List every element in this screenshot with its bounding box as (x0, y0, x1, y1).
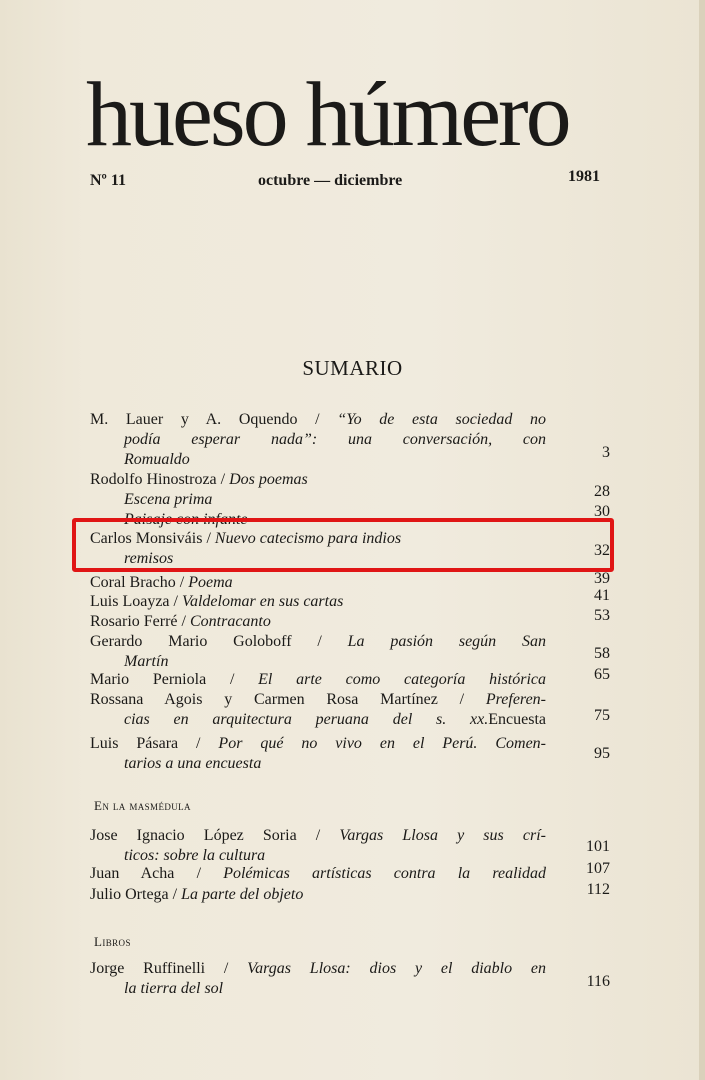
entry-page: 39 (594, 570, 610, 587)
entry-page: 65 (594, 666, 610, 683)
entry-title-cont: ticos: sobre la cultura (124, 847, 266, 864)
entry-page: 28 (594, 483, 610, 500)
toc-entry[interactable]: Jose Ignacio López Soria / Vargas Llosa y sus crí- ticos: sobre la cultura (90, 827, 546, 864)
entry-page: 107 (586, 860, 610, 877)
toc-entry[interactable]: Luis Loayza / Valdelomar en sus cartas (90, 593, 344, 610)
toc-entry-highlighted[interactable]: Carlos Monsiváis / Nuevo catecismo para indios remisos (90, 530, 402, 567)
toc-entry[interactable]: Rosario Ferré / Contracanto (90, 613, 271, 630)
issue-period: octubre — diciembre (258, 172, 403, 189)
entry-title: Por qué no vivo en el Perú. Comen- (218, 735, 547, 752)
contents-heading: SUMARIO (302, 356, 403, 380)
entry-page: 112 (586, 881, 610, 898)
entry-title-cont: remisos (124, 550, 174, 567)
entry-title-cont: la tierra del sol (124, 980, 224, 997)
magazine-title: hueso húmero (86, 63, 569, 165)
issue-year: 1981 (568, 168, 600, 185)
entry-page: 116 (586, 973, 610, 990)
entry-author: Carlos Monsiváis (90, 530, 203, 547)
toc-entry[interactable]: Gerardo Mario Goloboff / La pasión según San Martín (90, 633, 546, 670)
entry-author: M. Lauer y A. Oquendo (90, 411, 298, 428)
section-heading: En la masmédula (94, 798, 191, 813)
entry-page: 95 (594, 745, 610, 762)
entry-title: La parte del objeto (181, 886, 304, 903)
entry-suffix: Encuesta (488, 711, 546, 728)
highlight-box (72, 518, 614, 572)
entry-author: Jose Ignacio López Soria (90, 827, 297, 844)
section-heading: Libros (94, 934, 131, 949)
entry-title: Contracanto (189, 613, 271, 630)
toc-entry[interactable]: Rossana Agois y Carmen Rosa Martínez / Preferen- cias en arquitectura peruana del s. xx.Encuesta (90, 691, 546, 728)
entry-page: 30 (594, 503, 610, 520)
entry-subtitle: Paisaje con infante (124, 511, 248, 528)
entry-page: 3 (602, 444, 610, 461)
entry-author: Luis Loayza (90, 593, 170, 610)
entry-author: Mario Perniola (90, 671, 207, 688)
entry-page: 101 (586, 838, 610, 855)
toc-entry[interactable]: Rodolfo Hinostroza / Dos poemas Escena prima Paisaje con infante (90, 471, 308, 528)
entry-author: Gerardo Mario Goloboff (90, 633, 292, 650)
entry-title-cont: tarios a una encuesta (124, 755, 262, 772)
entry-author: Luis Pásara (90, 735, 179, 752)
toc-entry[interactable]: Jorge Ruffinelli / Vargas Llosa: dios y el diablo en la tierra del sol (90, 960, 546, 997)
entry-title: Valdelomar en sus cartas (181, 593, 344, 610)
entry-title: Poema (188, 574, 233, 591)
entry-author: Rossana Agois y Carmen Rosa Martínez (90, 691, 438, 708)
entry-author: Jorge Ruffinelli (90, 960, 206, 977)
entry-author: Julio Ortega (90, 886, 169, 903)
entry-title-cont: Romualdo (124, 451, 190, 468)
entry-title: Preferen- (485, 691, 546, 708)
entry-author: Rosario Ferré (90, 613, 178, 630)
entry-title: Nuevo catecismo para indios (214, 530, 402, 547)
entry-author: Juan Acha (90, 865, 175, 882)
entry-title-cont: cias en arquitectura peruana del s. xx. (124, 711, 489, 728)
entry-author: Coral Bracho (90, 574, 176, 591)
toc-entry[interactable]: Mario Perniola / El arte como categoría histórica (90, 671, 547, 688)
entry-author: Rodolfo Hinostroza (90, 471, 217, 488)
entry-page: 53 (594, 607, 610, 624)
entry-title: Dos poemas (229, 471, 308, 488)
entry-page: 58 (594, 645, 610, 662)
toc-entry[interactable]: M. Lauer y A. Oquendo / “Yo de esta sociedad no podía esperar nada”: una conversación, con Romualdo (90, 411, 547, 468)
entry-title: Vargas Llosa: dios y el diablo en (247, 960, 546, 977)
toc-entry[interactable]: Juan Acha / Polémicas artísticas contra la realidad (90, 865, 546, 882)
toc-entry[interactable]: Coral Bracho / Poema (90, 574, 233, 591)
entry-subtitle: Escena prima (124, 491, 213, 508)
entry-title: La pasión según San (347, 633, 546, 650)
entry-title-cont: Martín (124, 653, 169, 670)
toc-entry[interactable]: Julio Ortega / La parte del objeto (90, 886, 304, 903)
entry-page: 32 (594, 542, 610, 559)
entry-page: 41 (594, 587, 610, 604)
toc-entry[interactable]: Luis Pásara / Por qué no vivo en el Perú. Comen- tarios a una encuesta (90, 735, 547, 772)
entry-title: Vargas Llosa y sus crí- (339, 827, 546, 844)
entry-title: “Yo de esta sociedad no (337, 411, 547, 428)
issue-number: Nº 11 (90, 172, 126, 189)
entry-title: El arte como categoría histórica (258, 671, 547, 688)
entry-title-cont: podía esperar nada”: una conversación, con (124, 431, 546, 448)
entry-title: Polémicas artísticas contra la realidad (223, 865, 546, 882)
entry-page: 75 (594, 707, 610, 724)
